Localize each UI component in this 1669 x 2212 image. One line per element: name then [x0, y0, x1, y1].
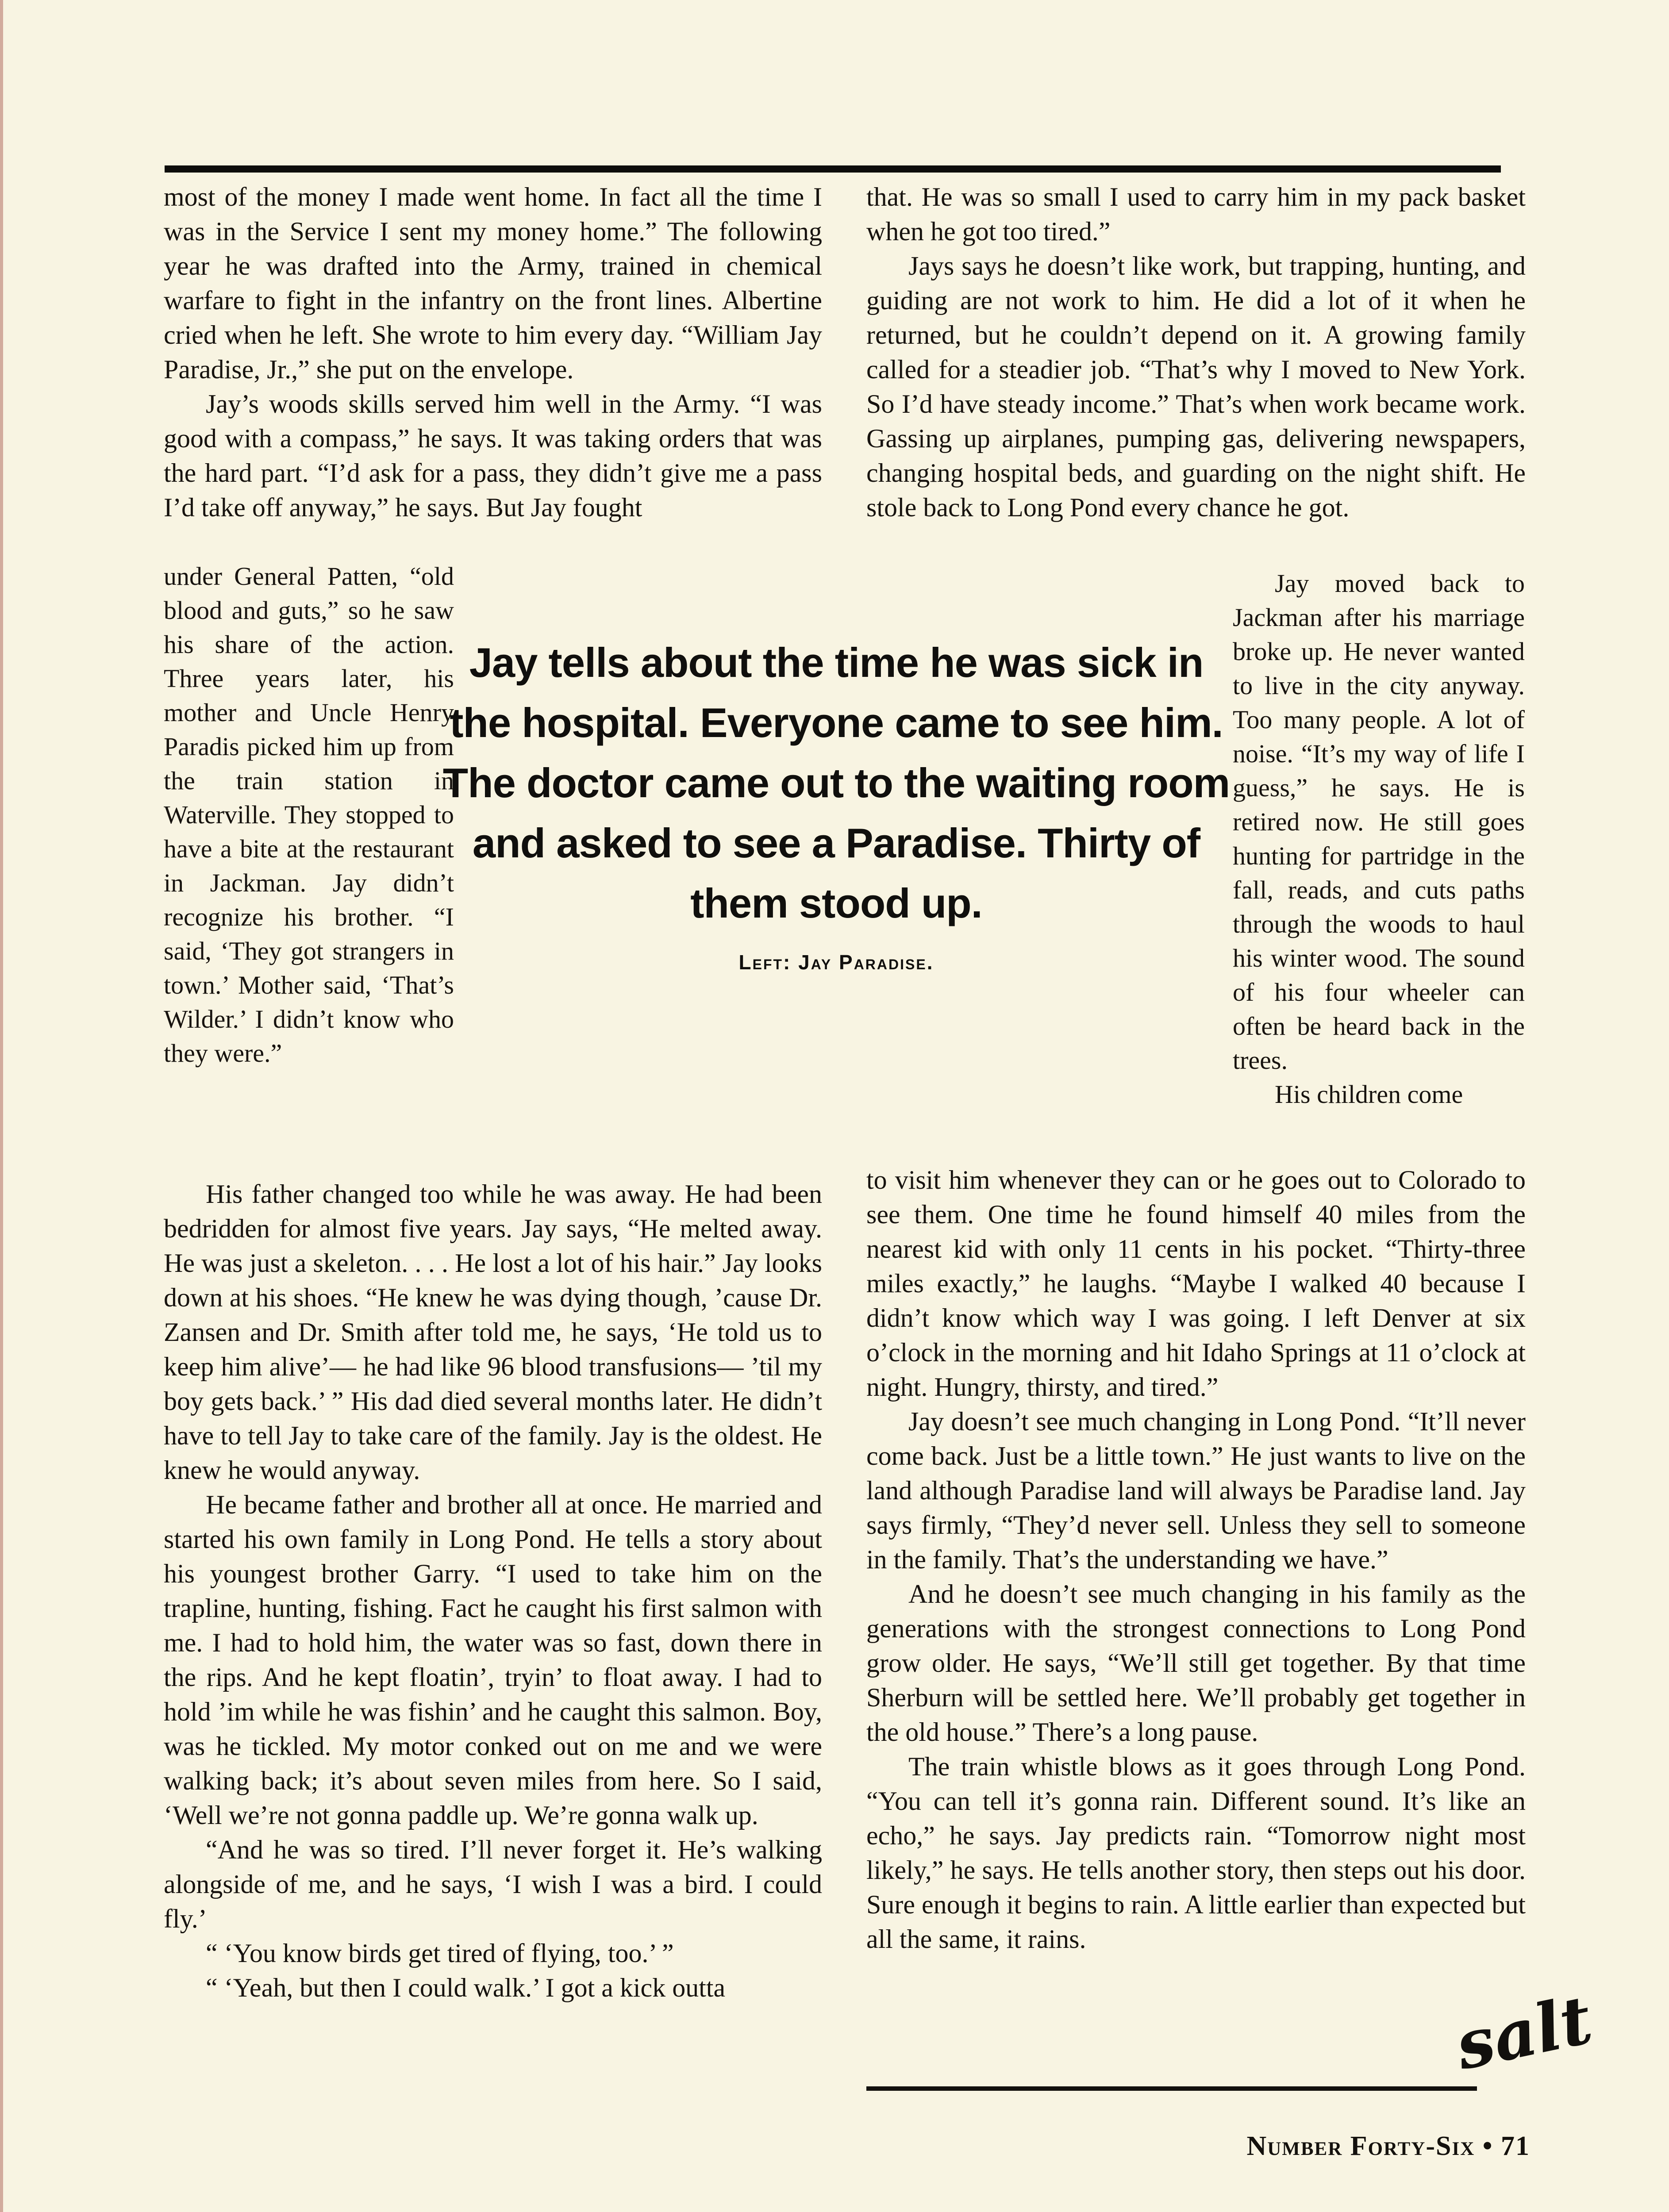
paragraph: The train whistle blows as it goes through Long Pond. “You can tell it’s gonna rain. Different sound. It’s like an echo,” he says. Jay predicts rain. “Tomorrow night most likely,” he says. He tells another story, then steps out his door. Sure enough it begins to rain. A little earlier than expected but all the same, it rains.: [866, 1752, 1526, 1954]
paragraph: Jay doesn’t see much changing in Long Pond. “It’ll never come back. Just be a little town.” He just wants to live on the land although Paradise land will always be Paradise land. Jay says firmly, “They’d never sell. Unless they sell to someone in the family. That’s the understanding we have.”: [866, 1407, 1526, 1574]
top-rule-divider: [165, 165, 1501, 173]
paragraph: most of the money I made went home. In fact all the time I was in the Service I sent my money home.” The following year he was drafted into the Army, trained in chemical warfare to fight in the infantry on the front lines. Albertine cried when he left. She wrote to him every day. “William Jay Paradise, Jr.,” she put on the envelope.: [164, 182, 822, 384]
column-right-top: [866, 180, 1526, 525]
paragraph: And he doesn’t see much changing in his family as the generations with the strongest connections to Long Pond grow older. He says, “We’ll still get together. By that time Sherburn will be settled here. We’ll probably get together in the old house.” There’s a long pause.: [866, 1579, 1526, 1747]
paragraph: under General Patten, “old blood and guts,” so he saw his share of the action. Three years later, his mother and Uncle Henry Paradis picked him up from the train station in Waterville. They stopped to have a bite at the restaurant in Jackman. Jay didn’t recognize his brother. “I said, ‘They got strangers in town.’ Mother said, ‘That’s Wilder.’ I didn’t know who they were.”: [164, 562, 454, 1068]
paragraph: to visit him whenever they can or he goes out to Colorado to see them. One time he found himself 40 miles from the nearest kid with only 11 cents in his pocket. “Thirty-three miles exactly,” he laughs. “Maybe I walked 40 because I didn’t know which way I was going. I left Denver at six o’clock in the morning and hit Idaho Springs at 11 o’clock at night. Hungry, thirsty, and tired.”: [866, 1165, 1526, 1402]
column-left-narrow: [164, 559, 454, 1070]
paragraph: Jay’s woods skills served him well in the Army. “I was good with a compass,” he says. It was taking orders that was the hard part. “I’d ask for a pass, they didn’t give me a pass I’d take off anyway,” he says. But Jay fought: [164, 389, 822, 522]
column-right-narrow: [1233, 566, 1525, 1111]
column-left-top: [164, 180, 822, 525]
paragraph: “ ‘You know birds get tired of flying, too.’ ”: [206, 1939, 674, 1968]
paragraph: He became father and brother all at once. He married and started his own family in Long Pond. He tells a story about his youngest brother Garry. “I used to take him on the trapline, hunting, fishing. Fact he caught his first salmon with me. I had to hold him, the water was so fast, down there in the rips. And he kept floatin’, tryin’ to float away. I had to hold ’im while he was fishin’ and he caught this salmon. Boy, was he tickled. My motor conked out on me and we were walking back; it’s about seven miles from here. So I said, ‘Well we’re not gonna paddle up. We’re gonna walk up.: [164, 1490, 822, 1830]
footer-bullet: •: [1482, 2131, 1493, 2161]
paragraph: “And he was so tired. I’ll never forget it. He’s walking alongside of me, and he says, ‘I wish I was a bird. I could fly.’: [164, 1835, 822, 1933]
paragraph: that. He was so small I used to carry him in my pack basket when he got too tired.”: [866, 182, 1526, 246]
page-number: 71: [1501, 2131, 1530, 2161]
paragraph: His children come: [1275, 1080, 1463, 1109]
column-right-bottom: [866, 1163, 1526, 1956]
scan-edge-artifact: [0, 0, 3, 2212]
salt-signature: salt: [1449, 1980, 1599, 2085]
paragraph: His father changed too while he was away. He had been bedridden for almost five years. Jay says, “He melted away. He was just a skeleton. . . . He lost a lot of his hair.” Jay looks down at his shoes. “He knew he was dying though, ’cause Dr. Zansen and Dr. Smith after told me, he says, ‘He told us to keep him alive’— he had like 96 blood transfusions— ’til my boy gets back.’ ” His dad died several months later. He didn’t have to tell Jay to take care of the family. Jay is the oldest. He knew he would anyway.: [164, 1179, 822, 1485]
page-footer: [866, 2131, 1530, 2161]
footer-separator2: [1493, 2131, 1501, 2161]
issue-label: Number Forty-Six: [1246, 2131, 1475, 2161]
pull-quote-text: Jay tells about the time he was sick in the hospital. Everyone came to see him. The doctor came out to the waiting room and asked to see a Paradise. Thirty of them stood up.: [442, 639, 1230, 926]
column-left-bottom: [164, 1177, 822, 2005]
paragraph: Jays says he doesn’t like work, but trapping, hunting, and guiding are not work to him. He did a lot of it when he returned, but he couldn’t depend on it. A growing family called for a steadier job. “That’s why I moved to New York. So I’d have steady income.” That’s when work became work. Gassing up airplanes, pumping gas, delivering newspapers, changing hospital beds, and guarding on the night shift. He stole back to Long Pond every chance he got.: [866, 251, 1526, 522]
paragraph: “ ‘Yeah, but then I could walk.’ I got a kick outta: [206, 1973, 726, 2002]
end-of-article-rule: [866, 2086, 1477, 2091]
pull-quote-caption: Left: Jay Paradise.: [738, 951, 934, 974]
paragraph: Jay moved back to Jackman after his marriage broke up. He never wanted to live in the city anyway. Too many people. A lot of noise. “It’s my way of life I guess,” he says. He is retired now. He still goes hunting for partridge in the fall, reads, and cuts paths through the woods to haul his winter wood. The sound of his four wheeler can often be heard back in the trees.: [1233, 569, 1525, 1075]
pull-quote: [442, 633, 1230, 973]
